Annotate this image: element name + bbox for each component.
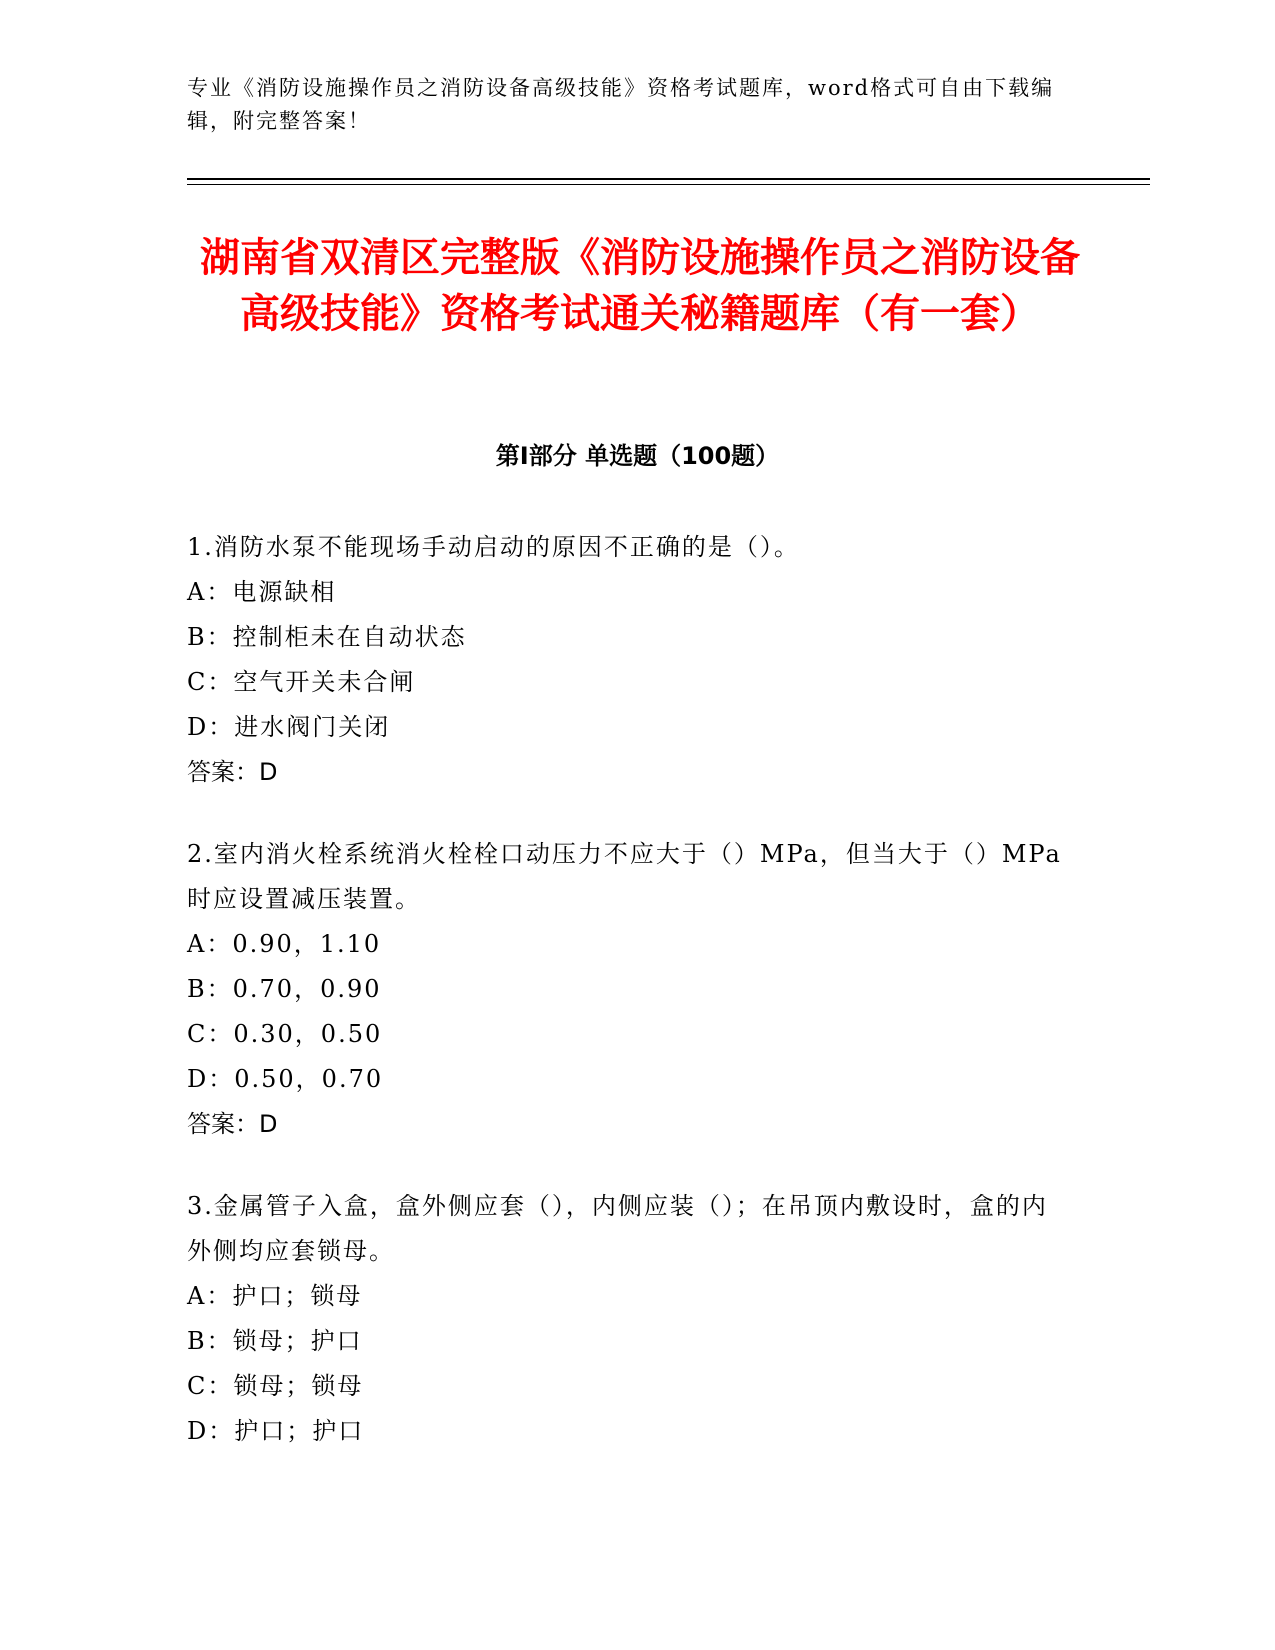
option-b: B：锁母；护口: [187, 1327, 363, 1355]
question-2: [187, 832, 1067, 1147]
question-stem: 2.室内消火栓系统消火栓栓口动压力不应大于（）MPa，但当大于（）MPa时应设置减压装置。: [187, 840, 1062, 913]
question-3: [187, 1184, 1067, 1454]
option-b: B：0.70，0.90: [187, 975, 382, 1003]
option-c: C：锁母；锁母: [187, 1372, 364, 1400]
question-stem: 1.消防水泵不能现场手动启动的原因不正确的是（）。: [187, 533, 800, 561]
section-title: 第I部分 单选题（100题）: [495, 442, 780, 470]
option-d: D：进水阀门关闭: [187, 713, 391, 741]
header-divider-thin: [187, 184, 1150, 185]
question-stem: 3.金属管子入盒，盒外侧应套（），内侧应装（）；在吊顶内敷设时，盒的内外侧均应套锁母。: [187, 1192, 1048, 1265]
option-c: C：空气开关未合闸: [187, 668, 416, 696]
option-a: A：电源缺相: [187, 578, 337, 606]
answer: 答案：D: [187, 1110, 278, 1138]
option-d: D：护口；护口: [187, 1417, 365, 1445]
option-b: B：控制柜未在自动状态: [187, 623, 467, 651]
question-1: [187, 525, 1067, 795]
header-divider-thick: [187, 178, 1150, 180]
option-d: D：0.50，0.70: [187, 1065, 384, 1093]
option-a: A：护口；锁母: [187, 1282, 363, 1310]
option-a: A：0.90，1.10: [187, 930, 382, 958]
option-c: C：0.30，0.50: [187, 1020, 383, 1048]
question-list: [187, 525, 1067, 1491]
header-note: 专业《消防设施操作员之消防设备高级技能》资格考试题库，word格式可自由下载编辑，附完整答案！: [187, 76, 1055, 133]
answer: 答案：D: [187, 758, 278, 786]
document-title: 湖南省双清区完整版《消防设施操作员之消防设备高级技能》资格考试通关秘籍题库（有一套）: [200, 235, 1080, 337]
